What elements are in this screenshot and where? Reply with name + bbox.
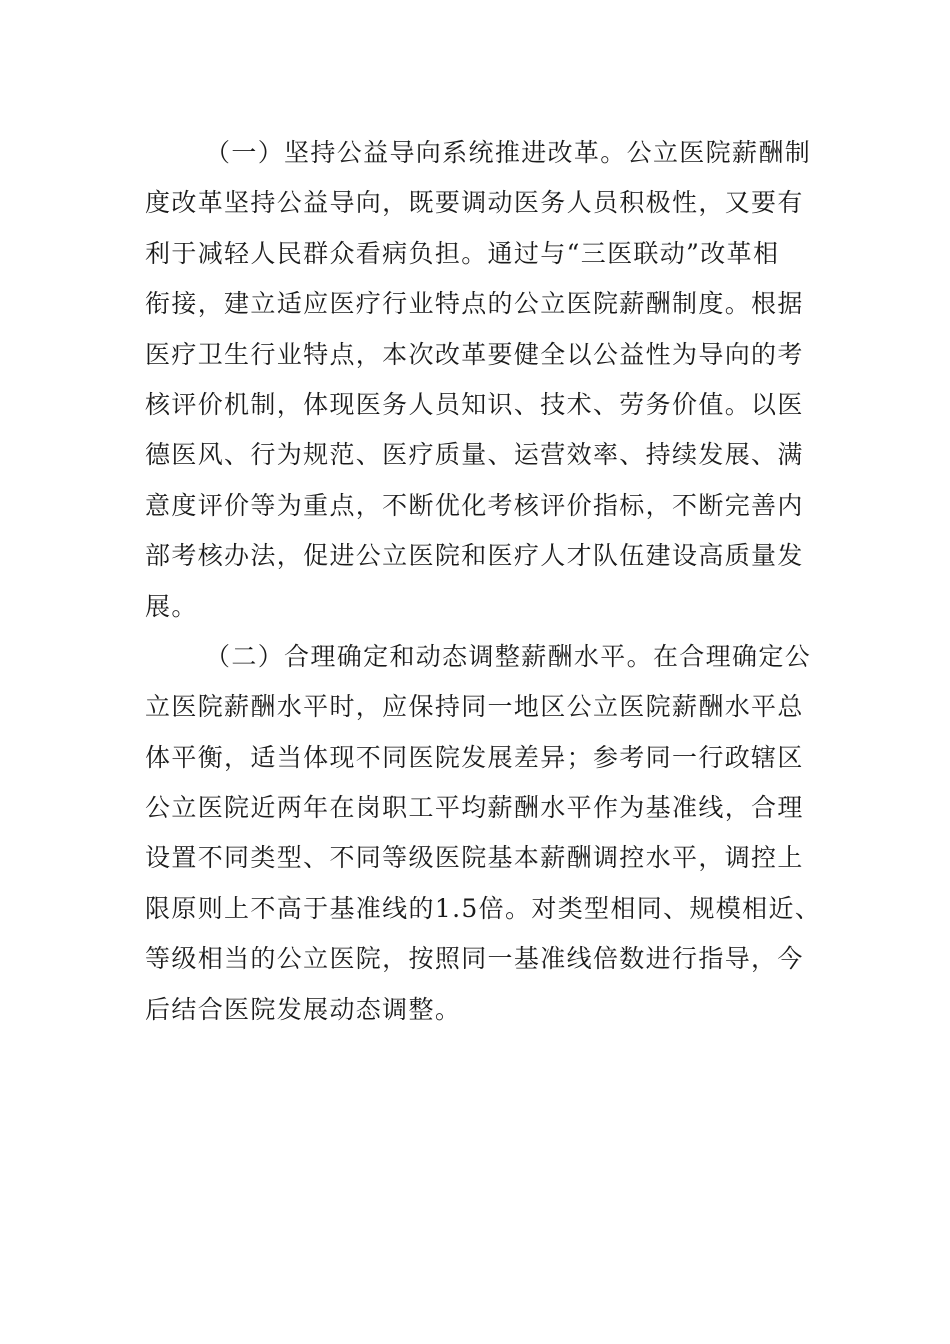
paragraph-1: [145, 128, 812, 632]
paragraph-line: 设置不同类型、不同等级医院基本薪酬调控水平，调控上: [145, 843, 804, 873]
paragraph-line: （一）坚持公益导向系统推进改革。公立医院薪酬制: [205, 138, 812, 167]
paragraph-2: [145, 632, 822, 1035]
paragraph-line: 衔接，建立适应医疗行业特点的公立医院薪酬制度。根据: [145, 289, 804, 319]
paragraph-line: 后结合医院发展动态调整。: [145, 994, 462, 1024]
paragraph-line: 体平衡，适当体现不同医院发展差异；参考同一行政辖区: [145, 742, 804, 772]
document-body: [145, 128, 822, 1035]
paragraph-line: 公立医院近两年在岗职工平均薪酬水平作为基准线，合理: [145, 793, 804, 823]
paragraph-line: （二）合理确定和动态调整薪酬水平。在合理确定公: [205, 641, 812, 671]
paragraph-line: 部考核办法，促进公立医院和医疗人才队伍建设高质量发: [145, 541, 804, 571]
paragraph-line: 核评价机制，体现医务人员知识、技术、劳务价值。以医: [145, 389, 804, 419]
paragraph-line: 立医院薪酬水平时，应保持同一地区公立医院薪酬水平总: [145, 692, 804, 722]
paragraph-line: 限原则上不高于基准线的1.5倍。对类型相同、规模相近、: [145, 893, 822, 923]
paragraph-line: 展。: [145, 591, 198, 621]
paragraph-line: 意度评价等为重点，不断优化考核评价指标，不断完善内: [145, 490, 804, 520]
paragraph-line: 利于减轻人民群众看病负担。通过与“三医联动”改革相: [145, 238, 780, 268]
paragraph-line: 德医风、行为规范、医疗质量、运营效率、持续发展、满: [145, 440, 804, 470]
paragraph-line: 等级相当的公立医院，按照同一基准线倍数进行指导，今: [145, 944, 804, 974]
paragraph-line: 医疗卫生行业特点，本次改革要健全以公益性为导向的考: [145, 339, 804, 369]
paragraph-line: 度改革坚持公益导向，既要调动医务人员积极性，又要有: [145, 188, 804, 218]
